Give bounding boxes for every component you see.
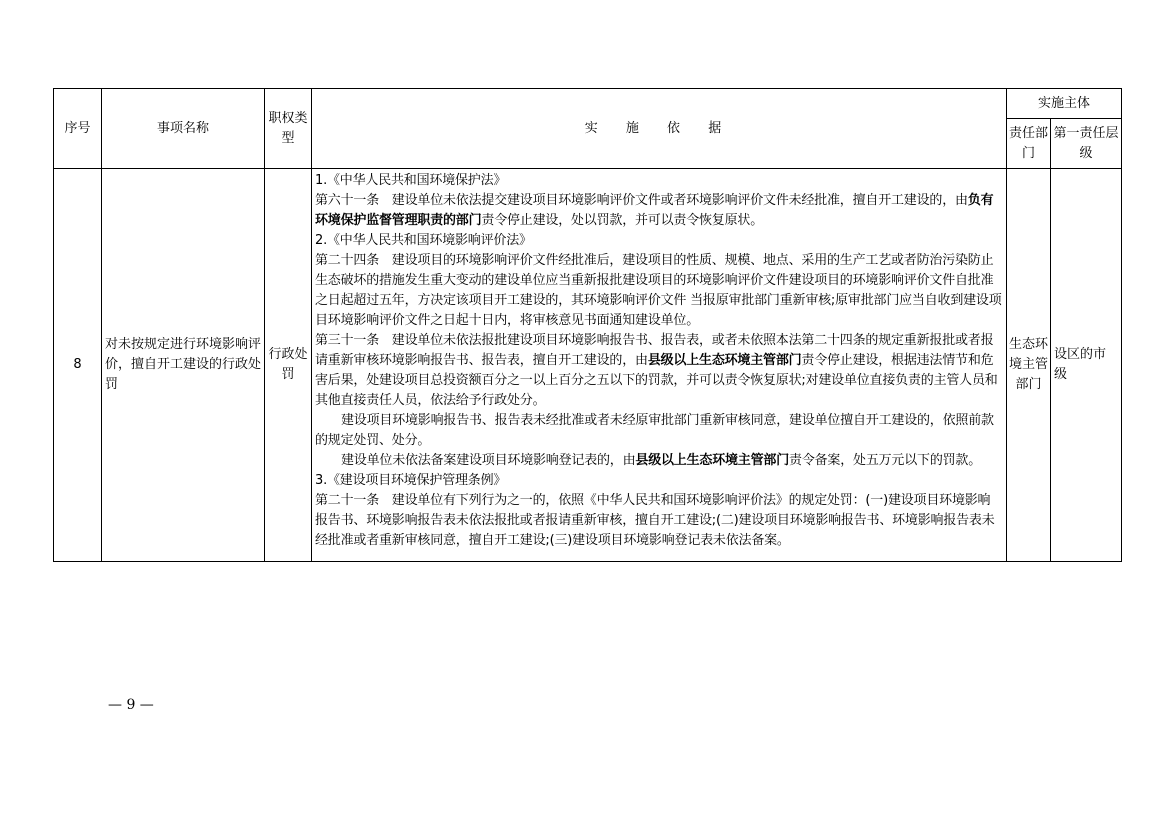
basis-regulation-3-title: 3.《建设项目环境保护管理条例》: [315, 473, 507, 488]
basis-emphasis: 县级以上生态环境主管部门: [635, 453, 790, 468]
basis-emphasis: 县级以上生态环境主管部门: [647, 353, 802, 368]
basis-article-61: 第六十一条 建设单位未依法提交建设项目环境影响评价文件或者环境影响评价文件未经批准，擅自开工建设的，由负有环境保护监督管理职责的部门责令停止建设，处以罚款，并可以责令恢复原状。: [315, 193, 994, 228]
header-power-type: 职权类型: [265, 89, 312, 169]
header-seq: 序号: [54, 89, 102, 169]
header-level: 第一责任层级: [1051, 119, 1122, 169]
row-dept: 生态环境主管部门: [1007, 169, 1051, 562]
header-subject: 实施主体: [1007, 89, 1122, 119]
row-level: 设区的市级: [1051, 169, 1122, 562]
basis-article-21: 第二十一条 建设单位有下列行为之一的，依照《中华人民共和国环境影响评价法》的规定处罚：(一)建设项目环境影响报告书、环境影响报告表未依法报批或者报请重新审核，擅自开工建设;(二)建设项目环境影响报告书、环境影响报告表未经批准或者重新审核同意，擅自开工建设;(三)建设项目环境影响登记表未依法备案。: [315, 493, 995, 548]
basis-article-24: 第二十四条 建设项目的环境影响评价文件经批准后，建设项目的性质、规模、地点、采用的生产工艺或者防治污染防止生态破坏的措施发生重大变动的建设单位应当重新报批建设项目的环境影响评价文件建设项目的环境影响评价文件自批准之日起超过五年，方决定该项目开工建设的，其环境影响评价文件 当报原审批部门重新审核;原审批部门应当自收到建设项目环境影响评价文件之日起十日内，将审核意见书面通知建设单位。: [315, 253, 1002, 328]
row-power-type: 行政处罚: [265, 169, 312, 562]
power-list-table: [53, 88, 1122, 562]
basis-emphasis: 负有环境保护监督管理职责的部门: [315, 193, 994, 228]
header-dept: 责任部门: [1007, 119, 1051, 169]
row-basis: [312, 169, 1007, 562]
table-row: [54, 169, 1122, 562]
basis-article-31-para-2: 建设项目环境影响报告书、报告表未经批准或者未经原审批部门重新审核同意，建设单位擅自开工建设的，依照前款的规定处罚、处分。: [315, 413, 994, 448]
page-number: — 9 —: [108, 697, 154, 713]
row-seq: 8: [54, 169, 102, 562]
header-basis: 实 施 依 据: [312, 89, 1007, 169]
basis-article-31: 第三十一条 建设单位未依法报批建设项目环境影响报告书、报告表，或者未依照本法第二十四条的规定重新报批或者报请重新审核环境影响报告书、报告表，擅自开工建设的，由县级以上生态环境主管部门责令停止建设，根据违法情节和危害后果，处建设项目总投资额百分之一以上百分之五以下的罚款，并可以责令恢复原状;对建设单位直接负责的主管人员和其他直接责任人员，依法给予行政处分。: [315, 333, 998, 408]
basis-article-31-para-3: 建设单位未依法备案建设项目环境影响登记表的，由县级以上生态环境主管部门责令备案，处五万元以下的罚款。: [341, 453, 982, 468]
basis-law-1-title: 1.《中华人民共和国环境保护法》: [315, 173, 507, 188]
header-item-name: 事项名称: [102, 89, 265, 169]
basis-law-2-title: 2.《中华人民共和国环境影响评价法》: [315, 233, 532, 248]
row-item-name: 对未按规定进行环境影响评价，擅自开工建设的行政处罚: [102, 169, 265, 562]
